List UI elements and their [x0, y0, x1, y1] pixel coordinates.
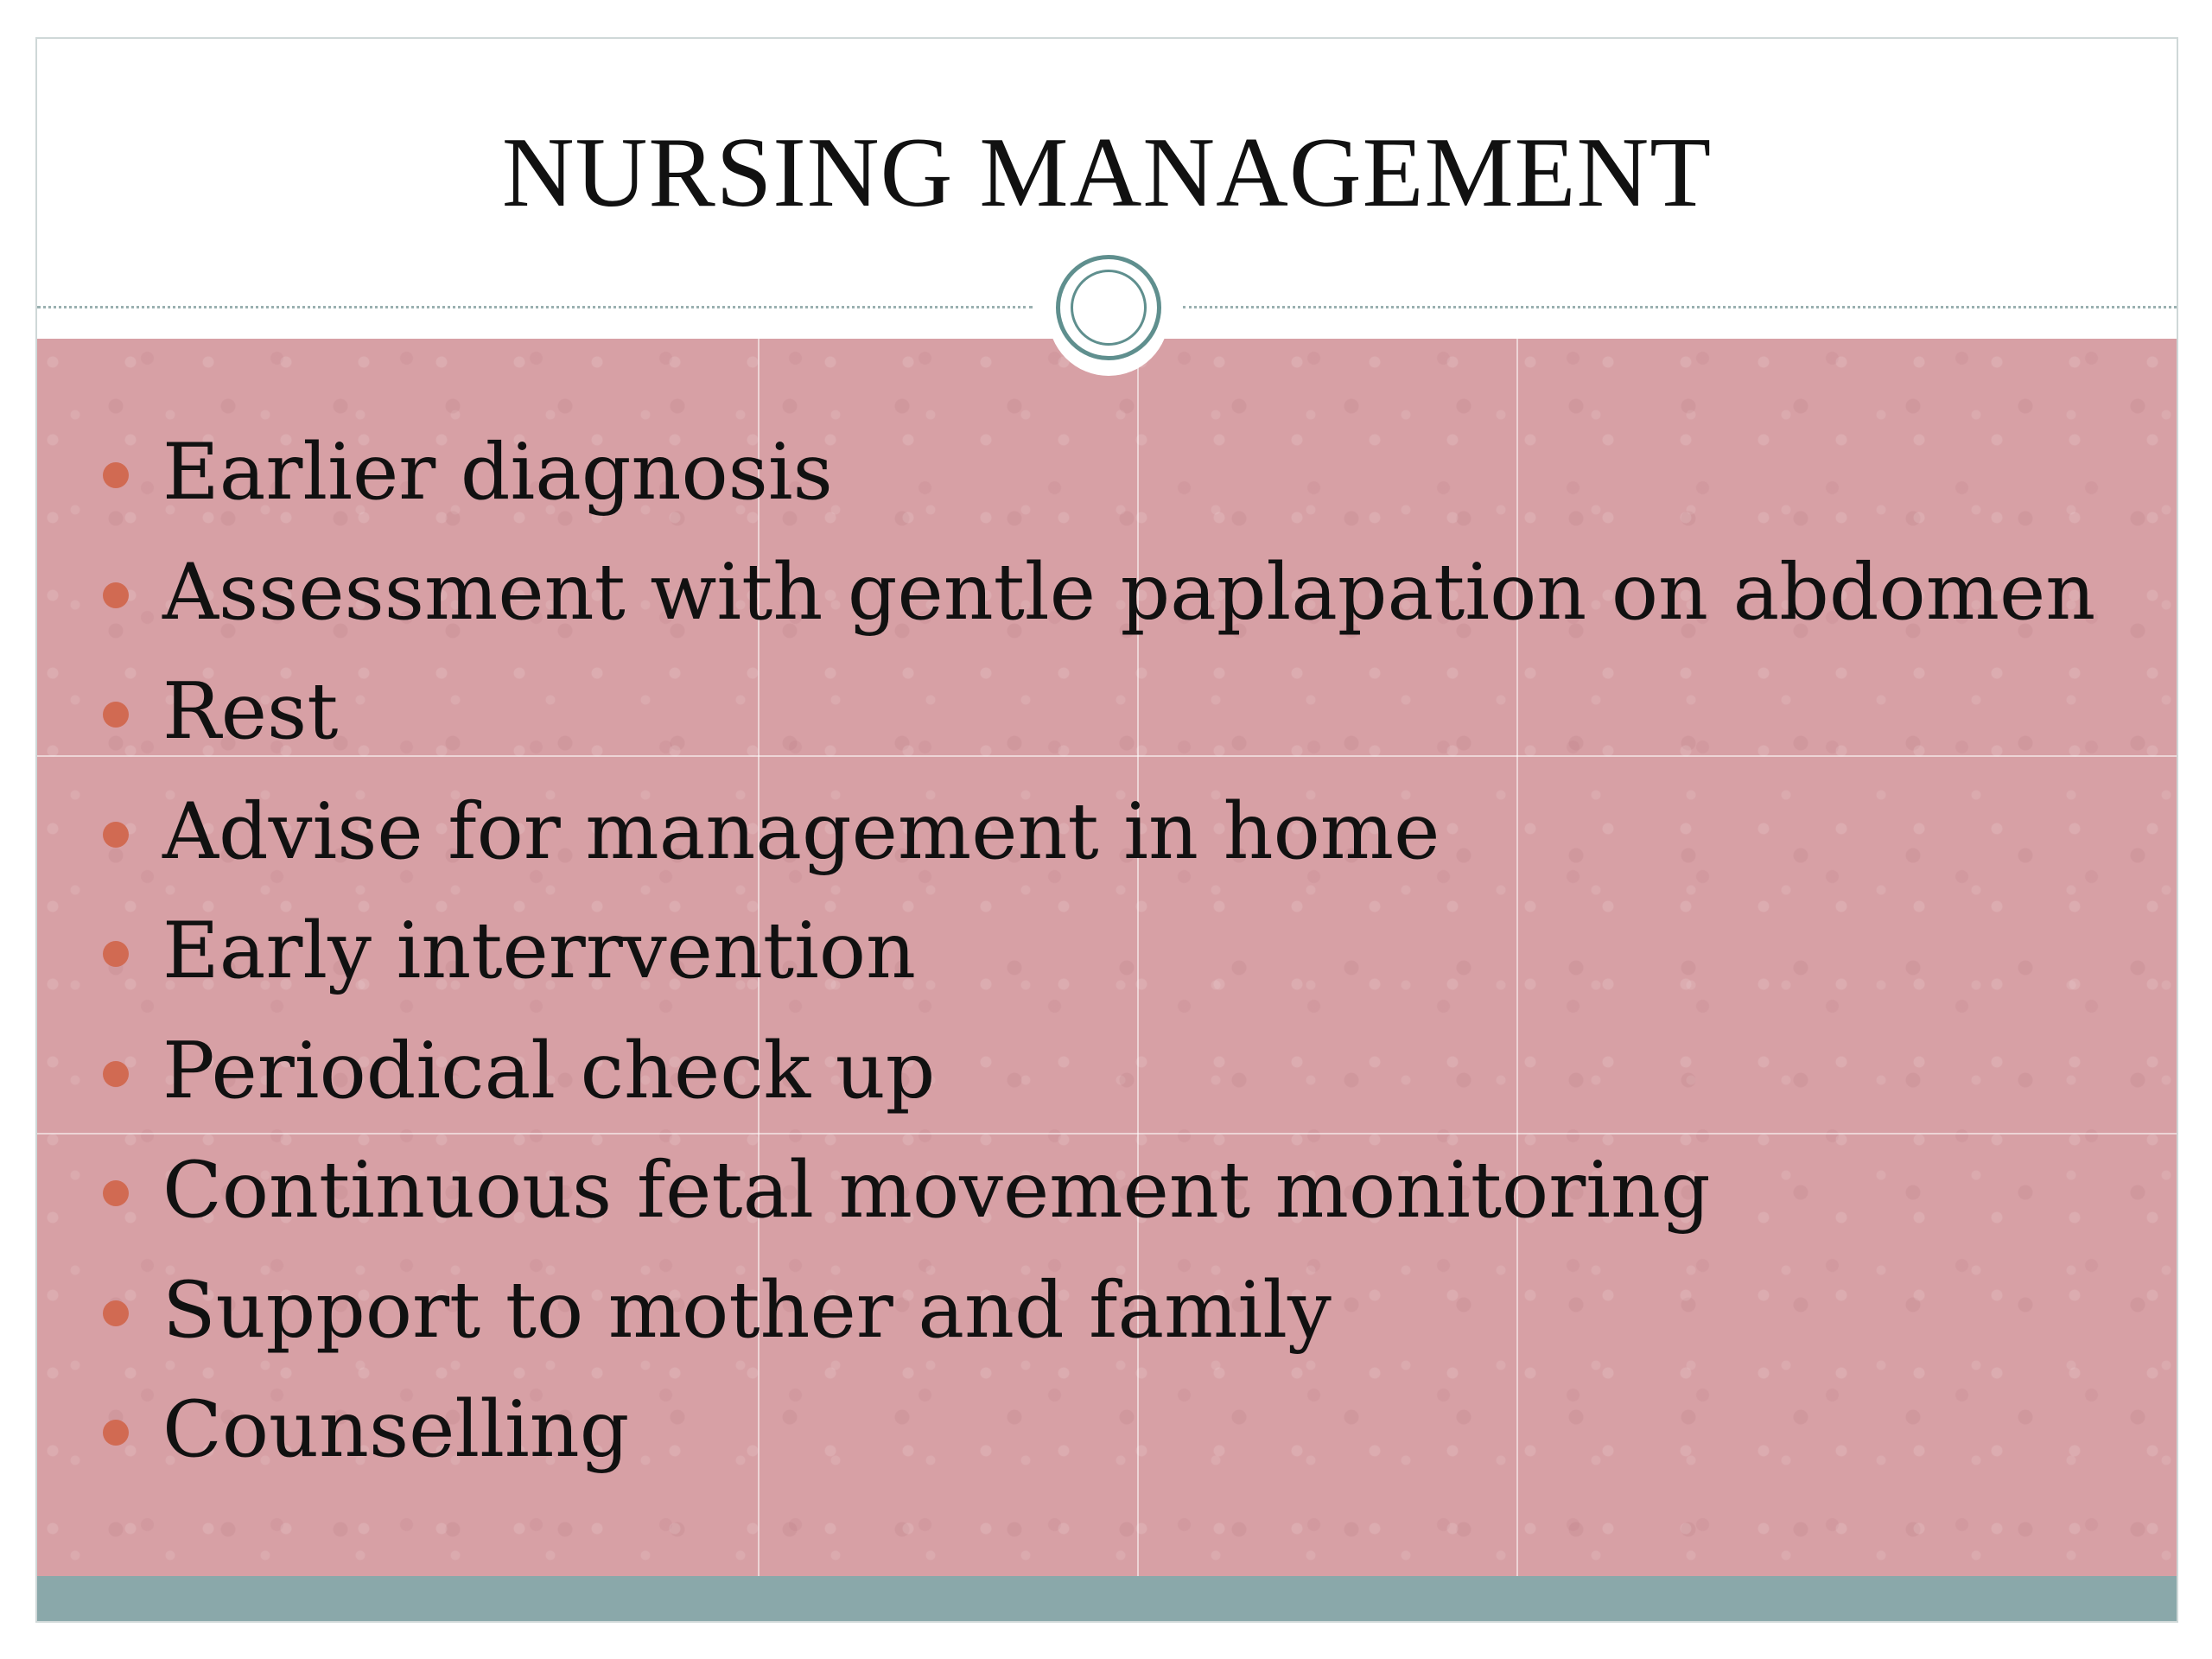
slide-title: NURSING MANAGEMENT [501, 118, 1713, 228]
bullet-list [37, 429, 2095, 1507]
bullet-dot-icon [103, 702, 129, 728]
title-divider-left [37, 306, 1033, 308]
bullet-dot-icon [103, 941, 129, 967]
bullet-text: Early interrvention [162, 906, 917, 996]
slide [35, 37, 2178, 1623]
bullet-text: Rest [162, 666, 339, 757]
bullet-text: Advise for management in home [162, 785, 1440, 877]
bullet-item [37, 1025, 2095, 1148]
bullet-dot-icon [103, 462, 129, 488]
bullet-text: Earlier diagnosis [162, 427, 833, 518]
bullet-text: Continuous fetal movement monitoring [162, 1145, 1711, 1236]
bullet-text: Counselling [162, 1384, 630, 1475]
bullet-item [37, 666, 2095, 789]
bullet-text: Support to mother and family [162, 1264, 1332, 1356]
bullet-text: Periodical check up [162, 1025, 936, 1116]
bullet-dot-icon [103, 822, 129, 848]
bullet-dot-icon [103, 1180, 129, 1206]
bullet-item [37, 908, 2095, 1028]
bullet-item [37, 785, 2095, 909]
bullet-item [37, 1384, 2095, 1507]
bullet-item [37, 1147, 2095, 1268]
bullet-item [37, 546, 2096, 670]
footer-bar [37, 1576, 2177, 1623]
bullet-dot-icon [103, 582, 129, 608]
double-ring-circle-icon [1056, 255, 1161, 360]
bullet-dot-icon [103, 1420, 129, 1446]
bullet-text: Assessment with gentle paplapation on abdomen [162, 546, 2096, 638]
bullet-item [37, 429, 2095, 550]
title-divider-right [1183, 306, 2177, 308]
inner-ring [1071, 270, 1147, 346]
bullet-dot-icon [103, 1300, 129, 1326]
bullet-item [37, 1264, 2095, 1388]
bullet-dot-icon [103, 1061, 129, 1087]
